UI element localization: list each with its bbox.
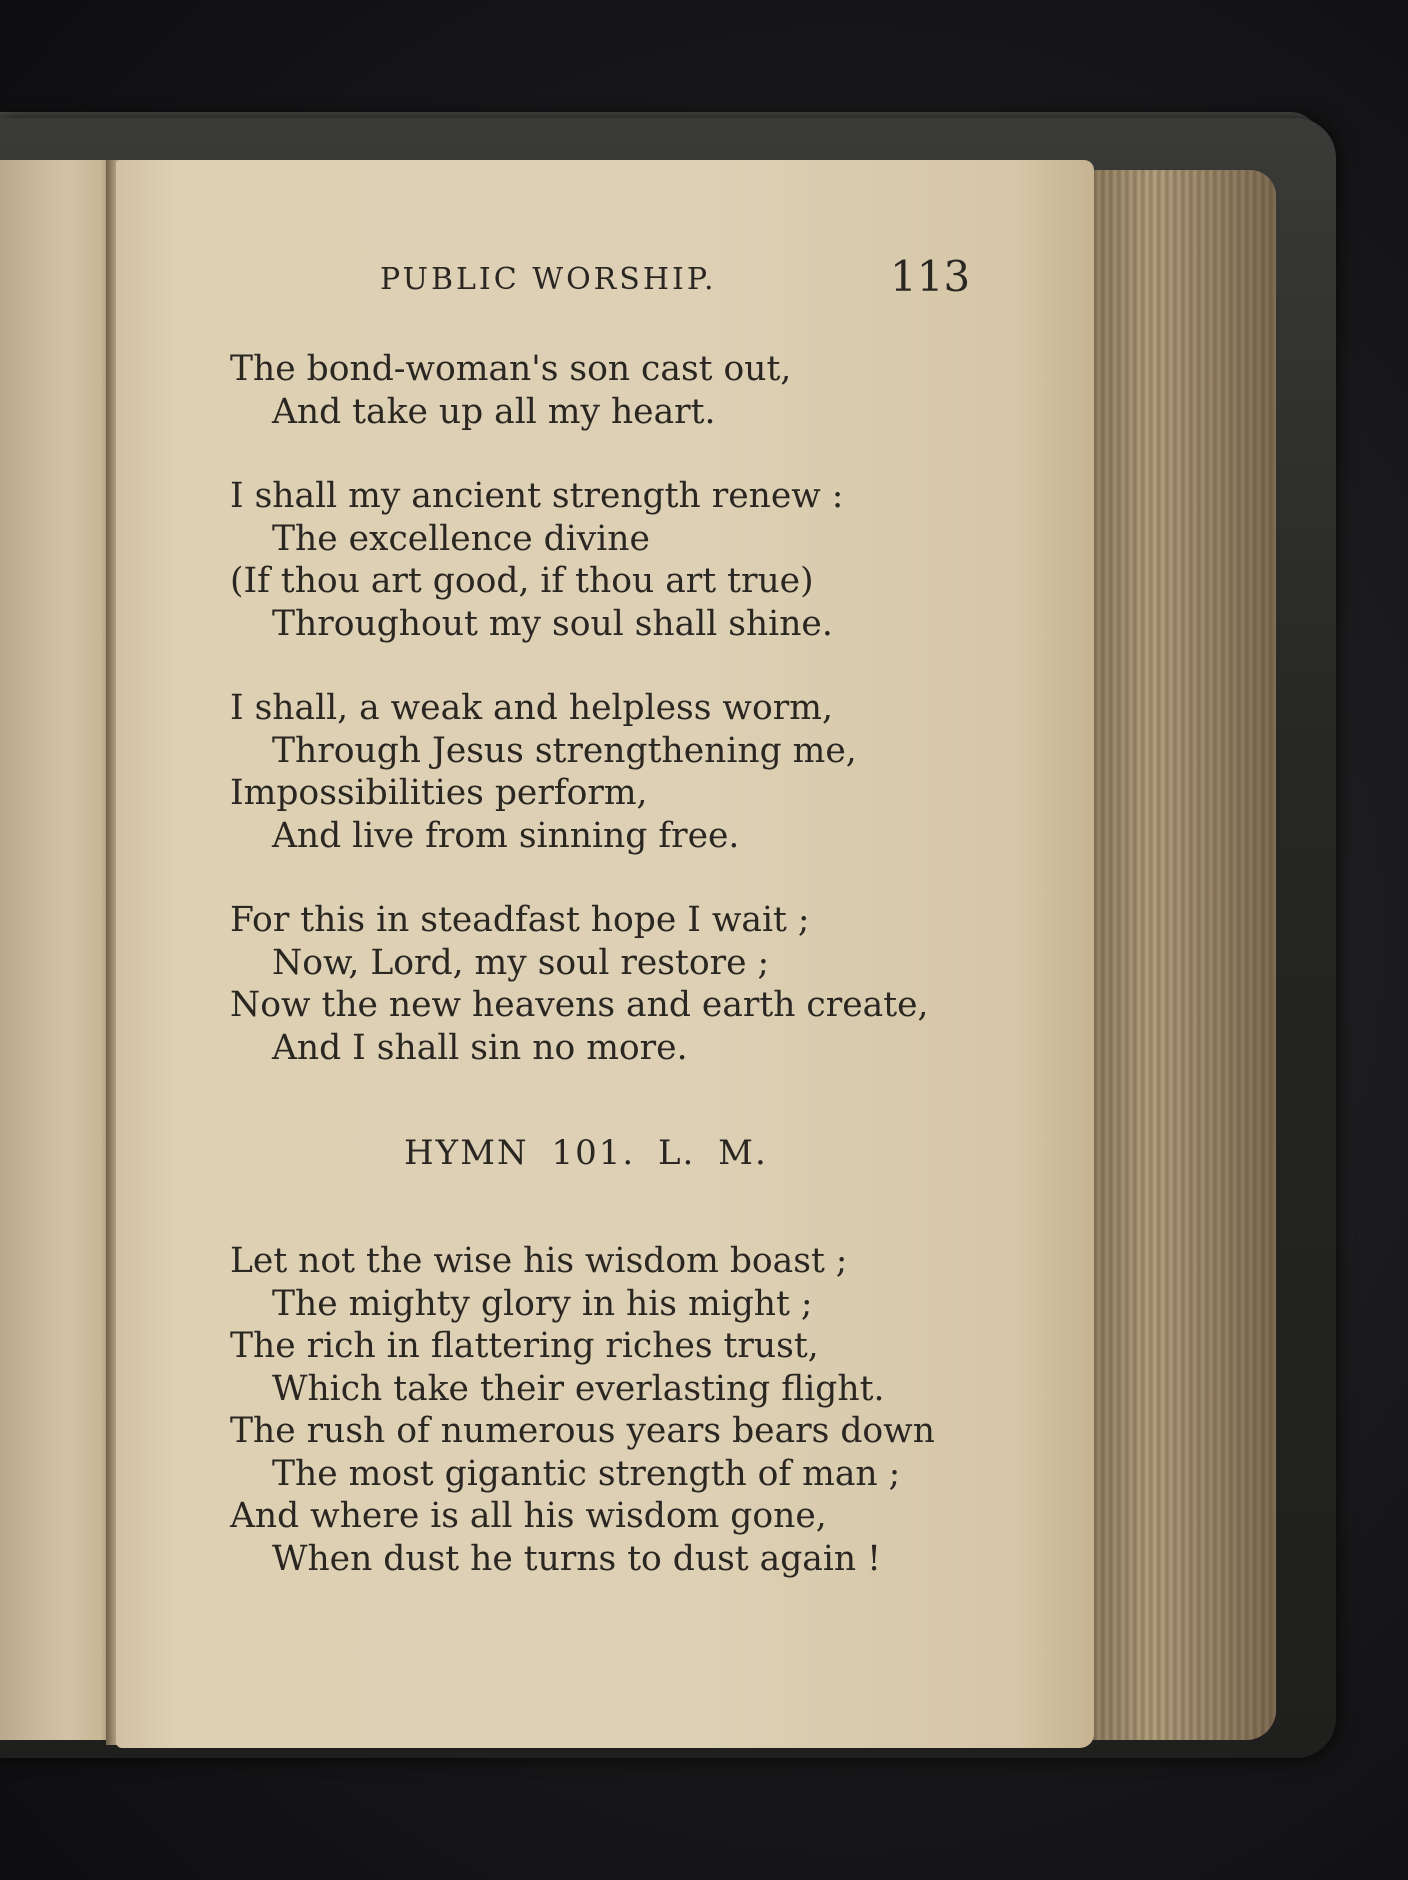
- hymn-title: HYMN 101. L. M.: [404, 1133, 768, 1173]
- stanza-1: [230, 348, 990, 433]
- stanza-line: And I shall sin no more.: [272, 1027, 688, 1068]
- stanza-line: Now, Lord, my soul restore ;: [272, 942, 770, 983]
- stanza-line: The excellence divine: [272, 518, 650, 559]
- hymn-line: The rush of numerous years bears down: [230, 1411, 935, 1451]
- stanza-line: (If thou art good, if thou art true): [230, 561, 814, 601]
- running-head: PUBLIC WORSHIP.: [380, 262, 717, 297]
- stanza-line: Through Jesus strengthening me,: [272, 730, 857, 771]
- hymn-line: When dust he turns to dust again !: [272, 1538, 881, 1579]
- stanza-line: I shall my ancient strength renew :: [230, 476, 844, 516]
- hymn-line: And where is all his wisdom gone,: [230, 1496, 827, 1536]
- hymn-body: [230, 1240, 990, 1580]
- stanza-4: [230, 899, 990, 1069]
- stanza-3: [230, 687, 990, 857]
- stanza-line: And take up all my heart.: [272, 391, 716, 432]
- stanza-line: And live from sinning free.: [272, 815, 740, 856]
- page-number: 113: [890, 252, 971, 301]
- poem-stanzas: [230, 348, 990, 1111]
- stanza-line: I shall, a weak and helpless worm,: [230, 688, 833, 728]
- fore-edge-shading: [1086, 170, 1276, 1740]
- hymn-line: The mighty glory in his might ;: [272, 1283, 813, 1324]
- stanza-2: [230, 475, 990, 645]
- stanza-line: The bond-woman's son cast out,: [230, 349, 792, 389]
- stanza-line: For this in steadfast hope I wait ;: [230, 900, 810, 940]
- hymn-line: The most gigantic strength of man ;: [272, 1453, 901, 1494]
- hymn-line: Which take their everlasting flight.: [272, 1368, 885, 1409]
- facing-page: [0, 160, 112, 1740]
- stanza-line: Impossibilities perform,: [230, 773, 648, 813]
- hymn-line: Let not the wise his wisdom boast ;: [230, 1241, 848, 1281]
- hymn-line: The rich in flattering riches trust,: [230, 1326, 819, 1366]
- stanza-line: Throughout my soul shall shine.: [272, 603, 833, 644]
- stanza-line: Now the new heavens and earth create,: [230, 985, 929, 1025]
